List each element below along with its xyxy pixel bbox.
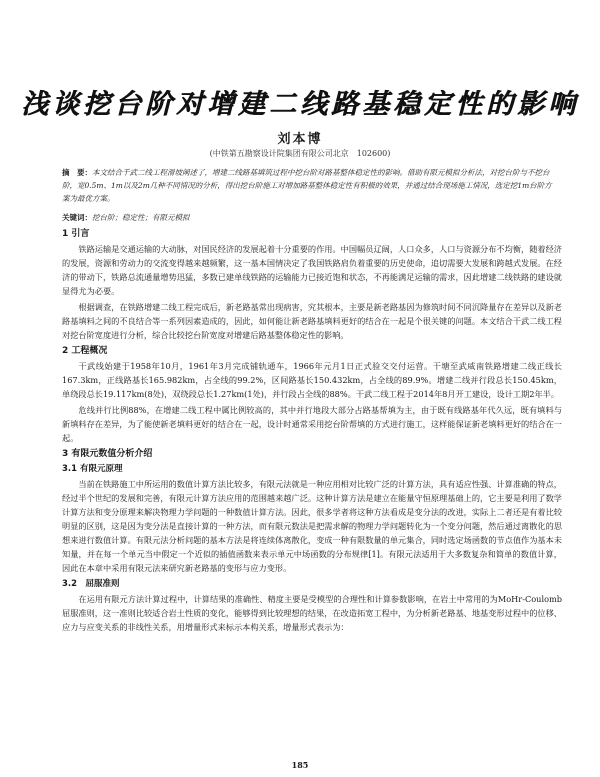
page-number: 185 [291,760,309,770]
section-heading-project-overview: 2 工程概况 [62,346,108,356]
abstract-label: 摘 要： [62,168,92,177]
author-affiliation: (中铁第五勘察设计院集团有限公司北京 102600) [209,149,391,158]
yield-criterion-paragraph: 在运用有限元方法计算过程中，计算结果的准确性、精度主要是受模型的合理性和计算参数影响，在岩土中常用的为MoHr-Coulomb屈服准则，这一准则比较适合岩土性质的变化，能够得到比较理想的结果，在改造拓宽工程中，为分析新老路基、地基变形过程中的位移、应力与应变关系的非线性关系，用增量形式来标示本构关系，增量形式表示为： [62,594,562,632]
keywords [62,212,558,224]
section-heading-fem: 3 有限元数值分析介绍 [62,449,153,459]
intro-paragraph-1: 铁路运输是交通运输的大动脉，对国民经济的发展起着十分重要的作用。中国幅员辽阔，人口众多，人口与资源分布不均衡，随着经济的发展，资源和劳动力的交流变得越来越频繁，这一基本国情决定了我国铁路肩负着重要的历史使命，追切需要大发展和跨越式发展。在经济的带动下，铁路总流通量增势迅猛，多数已建单线铁路的运输能力已接近饱和状态，不再能满足运输的需求，因此增建二线铁路的建设就显得尤为必要。 [62,244,562,296]
keywords-text: 挖台阶；稳定性；有限元模拟 [92,213,190,222]
section-heading-introduction: 1 引言 [62,229,90,239]
fem-principle-paragraph: 当前在铁路施工中所运用的数值计算方法比较多，有限元法就是一种应用相对比较广泛的计算方法，具有适应性强、计算准确的特点，经过半个世纪的发展和完善，有限元计算方法应用的范围越来越广泛。这种计算方法是建立在能量守恒原理基础上的，它主要是利用了数学计算方法和变分原理来解决物理力学问题的一种数值计算方法。因此，很多学者将这种方法看成是变分法的改进，实际上二者还是有着比较明显的区别，这是因为变分法是直接计算的一种方法，而有限元数法是把需求解的物理力学问题转化为一个变分问题，然后通过离散化的思想来进行数值计算。有限元法分析问题的基本方法是将连续体离散化，变成一种有限数量的单元集合，同时选定场函数的节点值作为基本未知量，并在每一个单元当中假定一个近似的插值函数来表示单元中场函数的分布规律[1]。有限元法适用于大多数复杂和简单的数值计算，因此在本章中采用有限元法来研究新老路基的变形与应力变形。 [62,479,562,573]
abstract [62,166,558,205]
paper-body [62,226,562,636]
keywords-label: 关键词： [62,213,92,222]
author-name: 刘本博 [277,132,323,147]
paper-title: 浅谈挖台阶对增建二线路基稳定性的影响 [21,89,579,120]
overview-paragraph-1: 干武线始建于1958年10月，1961年3月完成铺轨通车，1966年元月1日正式验交交付运营。干塘至武威南铁路增建二线正线长167.3km，正线路基长165.982km，占全线的99.2%，区间路基长150.432km，占全线的89.9%。增建二线并行段总长150.45km，单绕段总长19.117km(8处)，双绕段总长1.27km(1处)，并行段占全线的88%。干武二线工程于2014年8月开工建设，设计工期2年半。 [62,361,562,399]
overview-paragraph-2: 危线并行比例88%，在增建二线工程中属比例较高的，其中并行地段大部分占路基帮填为主，由于既有线路基年代久远，既有填料与新填料存在差异，为了能使新老填料更好的结合在一起，设计时通常采用挖台阶帮填的方式进行施工，这样能保证新老填料更好的结合在一起。 [62,405,562,443]
intro-paragraph-2: 根据调查，在铁路增建二线工程完成后，新老路基常出现病害，究其根本，主要是新老路基因为修筑时间不同沉降量存在差异以及新老路基填料之间的不良结合等一系列因素造成的，因此，如何能让新老路基填料更好的结合在一起是个很关键的问题。本文结合干武二线工程对挖台阶宽度进行分析，综合比较挖台阶宽度对增建后路基整体稳定性的影响。 [62,302,562,340]
subsection-heading-fem-principle: 3.1 有限元原理 [62,464,123,474]
subsection-heading-yield-criterion: 3.2 屈服准则 [62,579,120,589]
abstract-text: 本文结合千武二线工程滑坡阐述了，增建二线路基填筑过程中挖台阶对路基整体稳定性的影响。借助有限元模拟分析法，对挖台阶与不挖台阶，宽0.5m、1m以及2m几种不同情况的分析，得出挖台阶施工对增加路基整体稳定性有积极的效果，并通过结合现场施工情况，选定挖1m台阶方案为最优方案。 [62,168,552,203]
